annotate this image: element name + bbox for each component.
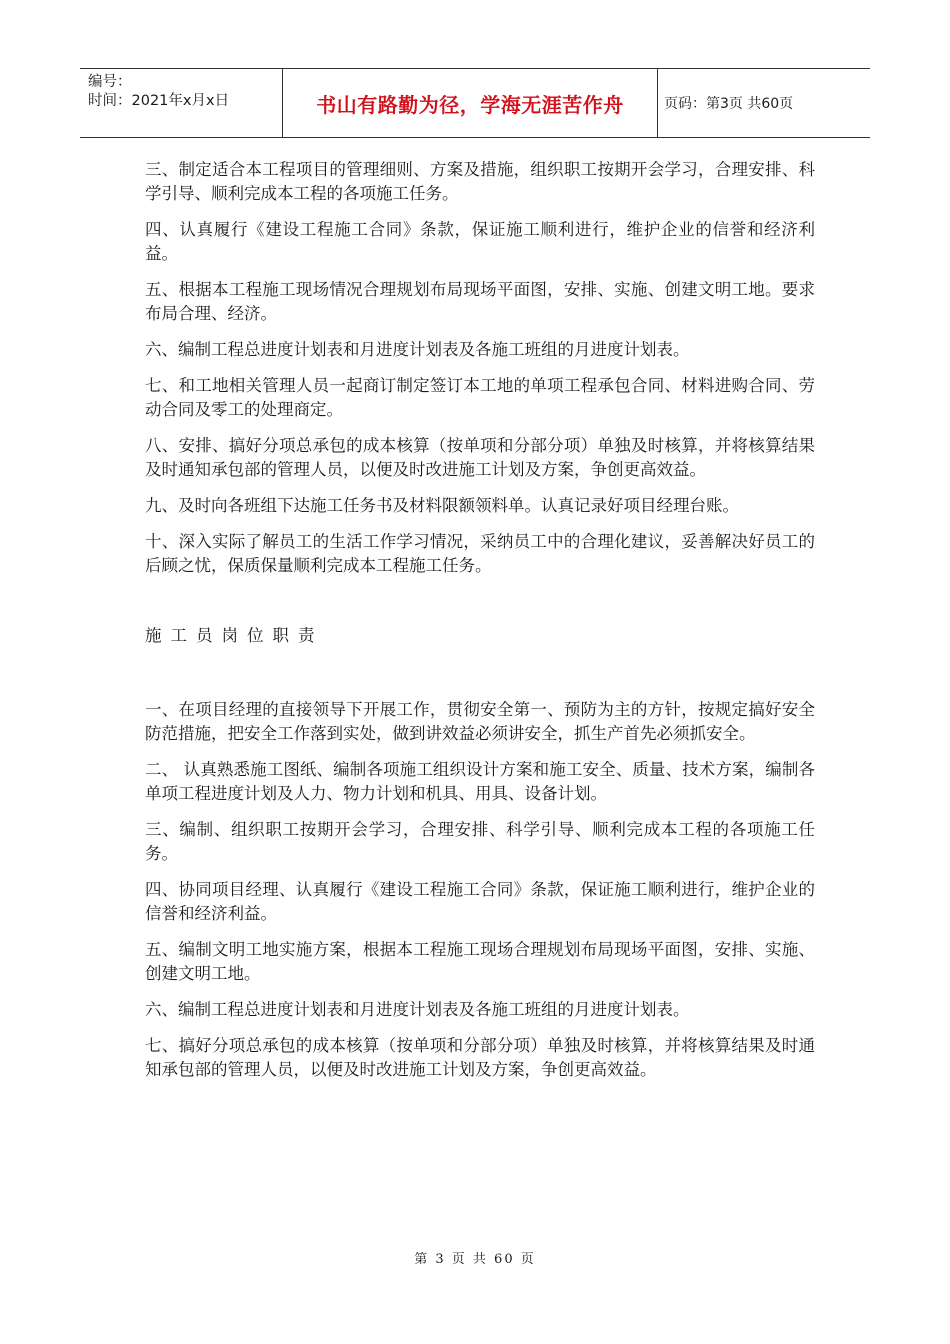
footer-page-number: 第 3 页 共 60 页: [414, 1252, 536, 1267]
paragraph: 五、编制文明工地实施方案，根据本工程施工现场合理规划布局现场平面图，安排、实施、创建文明工地。: [145, 940, 815, 983]
motto: 书山有路勤为径，学海无涯苦作舟: [316, 92, 624, 117]
paragraph: 八、安排、搞好分项总承包的成本核算（按单项和分部分项）单独及时核算，并将核算结果及时通知承包部的管理人员，以便及时改进施工计划及方案，争创更高效益。: [145, 436, 815, 479]
section-title: 施工员岗位职责: [145, 626, 324, 645]
header-motto-cell: [283, 69, 658, 137]
paragraph: 六、编制工程总进度计划表和月进度计划表及各施工班组的月进度计划表。: [145, 340, 690, 359]
paragraph: 三、制定适合本工程项目的管理细则、方案及措施，组织职工按期开会学习，合理安排、科学引导、顺利完成本工程的各项施工任务。: [145, 160, 815, 203]
paragraph: 七、搞好分项总承包的成本核算（按单项和分部分项）单独及时核算，并将核算结果及时通知承包部的管理人员，以便及时改进施工计划及方案，争创更高效益。: [145, 1036, 815, 1079]
paragraph: 四、认真履行《建设工程施工合同》条款，保证施工顺利进行，维护企业的信誉和经济利益。: [145, 220, 815, 263]
paragraph: 四、协同项目经理、认真履行《建设工程施工合同》条款，保证施工顺利进行，维护企业的信誉和经济利益。: [145, 880, 815, 923]
paragraph: 二、 认真熟悉施工图纸、编制各项施工组织设计方案和施工安全、质量、技术方案，编制各单项工程进度计划及人力、物力计划和机具、用具、设备计划。: [145, 760, 815, 803]
paragraph: 六、编制工程总进度计划表和月进度计划表及各施工班组的月进度计划表。: [145, 1000, 690, 1019]
document-header: [80, 68, 870, 138]
number-label: 编号：: [88, 74, 132, 90]
time-label: 时间：2021年x月x日: [88, 93, 230, 109]
paragraph: 七、和工地相关管理人员一起商订制定签订本工地的单项工程承包合同、材料进购合同、劳动合同及零工的处理商定。: [145, 376, 815, 419]
paragraph: 十、深入实际了解员工的生活工作学习情况，采纳员工中的合理化建议，妥善解决好员工的后顾之忧，保质保量顺利完成本工程施工任务。: [145, 532, 815, 575]
paragraph: 五、根据本工程施工现场情况合理规划布局现场平面图，安排、实施、创建文明工地。要求布局合理、经济。: [145, 280, 815, 323]
page-info: 页码：第3页 共60页: [664, 96, 794, 112]
paragraph: 九、及时向各班组下达施工任务书及材料限额领料单。认真记录好项目经理台账。: [145, 496, 739, 515]
page-footer: [0, 1248, 950, 1267]
paragraph: 三、编制、组织职工按期开会学习，合理安排、科学引导、顺利完成本工程的各项施工任务。: [145, 820, 815, 863]
document-body: [145, 158, 815, 1094]
header-page-info: [658, 69, 870, 137]
paragraph: 一、在项目经理的直接领导下开展工作，贯彻安全第一、预防为主的方针，按规定搞好安全防范措施，把安全工作落到实处，做到讲效益必须讲安全，抓生产首先必须抓安全。: [145, 700, 815, 743]
header-meta: [80, 69, 283, 137]
